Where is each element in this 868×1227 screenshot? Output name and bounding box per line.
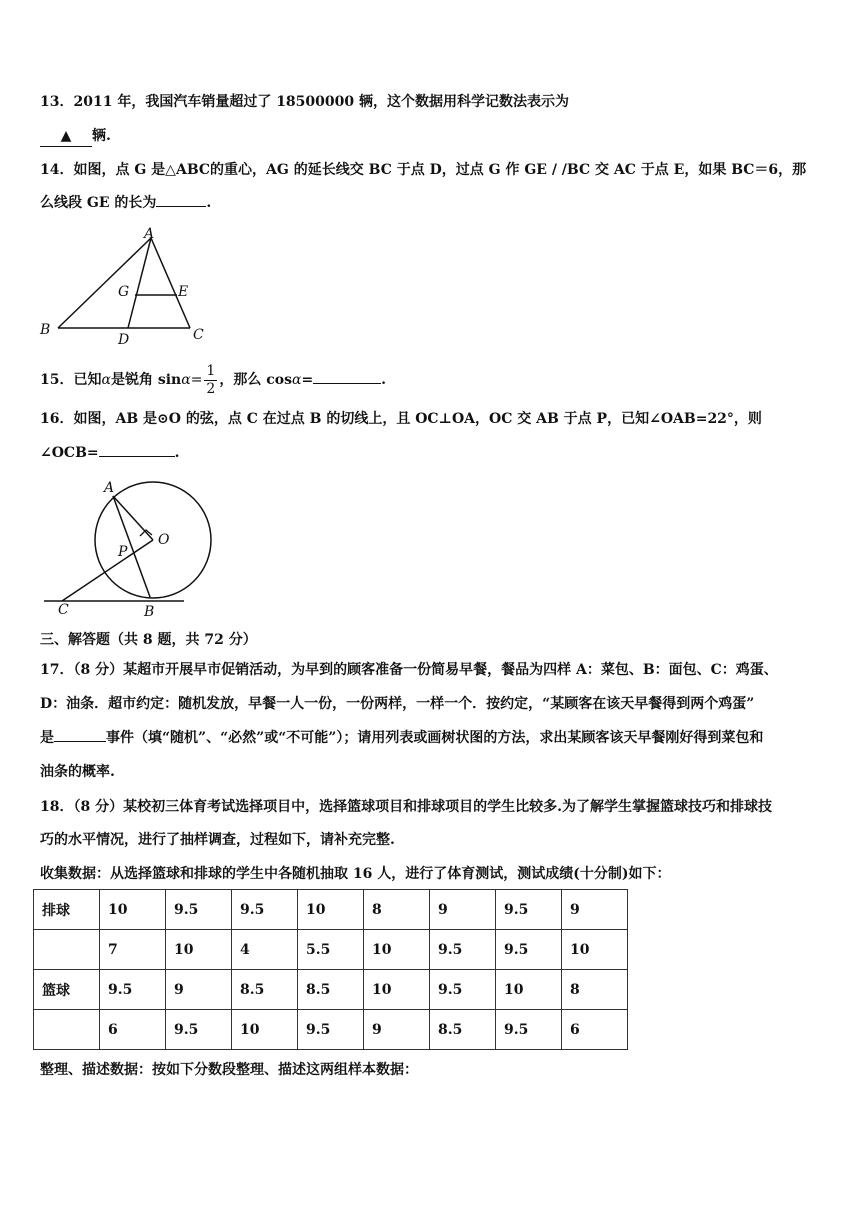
q16-label-b: B xyxy=(144,604,155,620)
table-cell: 9 xyxy=(430,890,496,930)
q14-line2 xyxy=(40,193,211,213)
q15-alpha-2: α xyxy=(181,372,191,388)
q15-suffix: ，那么 cos xyxy=(219,372,292,388)
table-cell: 7 xyxy=(100,930,166,970)
q15-alpha: α xyxy=(101,372,111,388)
table-row xyxy=(34,890,628,930)
q18-line3: 收集数据：从选择篮球和排球的学生中各随机抽取 16 人，进行了体育测试，测试成绩(十分制)如下： xyxy=(40,866,671,882)
table-cell: 9.5 xyxy=(298,1010,364,1050)
q14-line2-text: 么线段 GE 的长为 xyxy=(40,195,157,211)
q14-label-e: E xyxy=(178,284,189,300)
q17-line3-pre: 是 xyxy=(40,730,54,746)
table-cell: 9.5 xyxy=(430,970,496,1010)
table-cell: 9 xyxy=(562,890,628,930)
q15-answer-blank[interactable] xyxy=(313,383,381,384)
q14-label-c: C xyxy=(193,327,204,343)
q16-label-p: P xyxy=(118,544,128,560)
q15-eq: = xyxy=(190,372,203,388)
q15-suffix2: = xyxy=(301,372,314,388)
table-cell: 9.5 xyxy=(166,1010,232,1050)
q13-unit: 辆. xyxy=(92,128,111,144)
q15-denominator: 2 xyxy=(206,380,216,397)
table-cell: 9.5 xyxy=(430,930,496,970)
table-cell: 9.5 xyxy=(232,890,298,930)
table-cell: 5.5 xyxy=(298,930,364,970)
q14-label-a: A xyxy=(144,226,155,242)
table-cell: 8.5 xyxy=(430,1010,496,1050)
table-row xyxy=(34,970,628,1010)
q14-line2-end: . xyxy=(206,195,212,211)
q15-alpha-3: α xyxy=(291,372,302,388)
table-cell: 6 xyxy=(562,1010,628,1050)
table-cell: 排球 xyxy=(34,890,100,930)
table-row xyxy=(34,930,628,970)
table-cell: 10 xyxy=(496,970,562,1010)
table-cell: 8.5 xyxy=(232,970,298,1010)
q17-answer-blank[interactable] xyxy=(54,741,106,742)
q16-label-o: O xyxy=(158,532,170,548)
q14-answer-blank[interactable] xyxy=(156,206,206,207)
table-cell xyxy=(34,930,100,970)
q15-middle: 是锐角 sin xyxy=(110,372,182,388)
q15-prefix: 15．已知 xyxy=(40,372,102,388)
q16-label-c: C xyxy=(58,602,69,618)
table-cell: 8 xyxy=(364,890,430,930)
table-cell: 10 xyxy=(100,890,166,930)
table-cell: 6 xyxy=(100,1010,166,1050)
table-cell: 篮球 xyxy=(34,970,100,1010)
q17-line3-post: 事件（填“随机”、“必然”或“不可能”）；请用列表或画树状图的方法，求出某顾客该天早餐刚好得到菜包和 xyxy=(106,730,764,746)
score-table xyxy=(33,889,628,1050)
q16-line2 xyxy=(40,443,180,463)
table-row xyxy=(34,1010,628,1050)
table-cell: 8 xyxy=(562,970,628,1010)
q15-fraction xyxy=(204,363,217,398)
q13-line1: 13．2011 年，我国汽车销量超过了 18500000 辆，这个数据用科学记数法表示为 xyxy=(40,94,569,110)
q16-answer-blank[interactable] xyxy=(99,456,175,457)
q17-line1: 17．（8 分）某超市开展早市促销活动，为早到的顾客准备一份简易早餐，餐品为四样 A：菜包、B：面包、C：鸡蛋、 xyxy=(40,662,778,678)
q16-line2-end: . xyxy=(174,445,180,461)
q13-answer-blank[interactable] xyxy=(40,126,92,147)
q18-line1: 18．（8 分）某校初三体育考试选择项目中，选择篮球项目和排球项目的学生比较多.为了解学生掌握篮球技巧和排球技 xyxy=(40,799,772,815)
q18-line4: 整理、描述数据：按如下分数段整理、描述这两组样本数据： xyxy=(40,1062,418,1078)
q13-line2 xyxy=(40,126,111,147)
table-cell: 9.5 xyxy=(496,890,562,930)
q17-line2: D：油条．超市约定：随机发放，早餐一人一份，一份两样，一样一个．按约定，“某顾客在该天早餐得到两个鸡蛋” xyxy=(40,696,755,712)
q18-line2: 巧的水平情况，进行了抽样调查，过程如下，请补充完整. xyxy=(40,832,395,848)
table-cell: 9 xyxy=(166,970,232,1010)
table-cell: 9.5 xyxy=(496,1010,562,1050)
table-cell: 10 xyxy=(232,1010,298,1050)
table-cell: 9.5 xyxy=(100,970,166,1010)
q13-answer-mark: ▲ xyxy=(60,128,72,144)
q14-label-b: B xyxy=(40,322,51,338)
q16-label-a: A xyxy=(104,480,115,496)
section-3-heading: 三、解答题（共 8 题，共 72 分） xyxy=(40,632,257,648)
q14-label-d: D xyxy=(118,332,130,348)
table-cell: 10 xyxy=(364,970,430,1010)
q16-line1: 16．如图，AB 是⊙O 的弦，点 C 在过点 B 的切线上，且 OC⊥OA，OC 交 AB 于点 P，已知∠OAB=22°，则 xyxy=(40,411,762,427)
q16-circle-figure xyxy=(38,476,228,626)
table-cell: 10 xyxy=(298,890,364,930)
q14-line1: 14．如图，点 G 是△ABC的重心，AG 的延长线交 BC 于点 D，过点 G 作 GE / /BC 交 AC 于点 E，如果 BC＝6，那 xyxy=(40,162,807,178)
table-cell: 9.5 xyxy=(166,890,232,930)
table-cell: 8.5 xyxy=(298,970,364,1010)
q16-line2-text: ∠OCB= xyxy=(40,445,99,461)
q14-label-g: G xyxy=(118,284,130,300)
q14-triangle-figure xyxy=(30,220,220,350)
q15-numerator: 1 xyxy=(206,362,216,379)
table-cell xyxy=(34,1010,100,1050)
table-cell: 9.5 xyxy=(496,930,562,970)
table-cell: 10 xyxy=(166,930,232,970)
q17-line3 xyxy=(40,728,763,748)
table-cell: 9 xyxy=(364,1010,430,1050)
table-cell: 10 xyxy=(364,930,430,970)
q17-line4: 油条的概率. xyxy=(40,764,115,780)
q15-end: . xyxy=(381,372,387,388)
q15-line xyxy=(40,362,386,398)
table-cell: 4 xyxy=(232,930,298,970)
table-cell: 10 xyxy=(562,930,628,970)
